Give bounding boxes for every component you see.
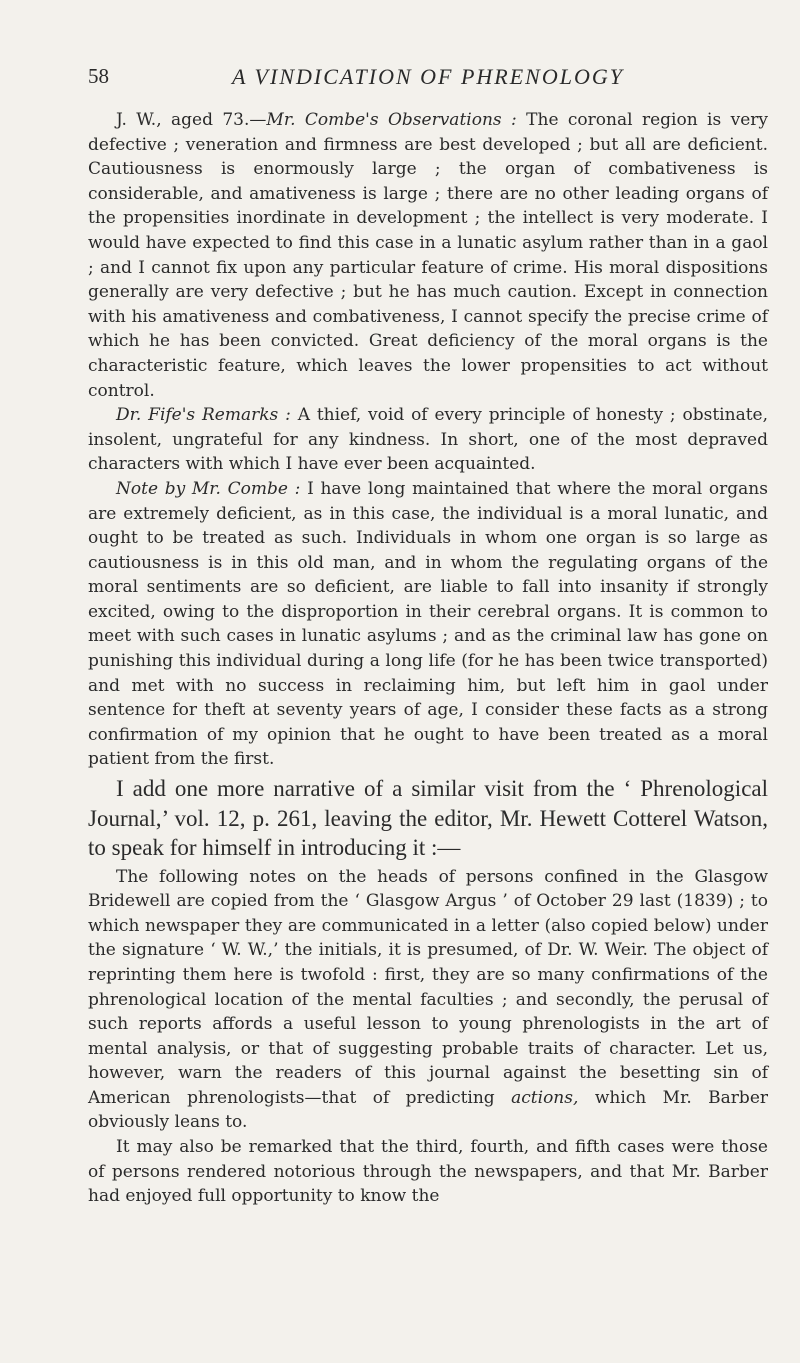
paragraph-text: The coronal region is very defective ; veneration and firmness are best developed ; but all are deficient. Cautiousness is enormously large ; the organ of combativeness is considerable, and amativeness is large ; there are no other leading organs of the propensities inordinate in development ; the intellect is very moderate. I would have expected to find this case in a lunatic asylum rather than in a gaol ; and I cannot fix upon any particular feature of crime. His moral dispositions generally are very defective ; but he has much caution. Except in connection with his amativeness and combativeness, I cannot specify the precise crime of which he has been convicted. Great deficiency of the moral organs is the characteristic feature, which leaves the lower propensities to act without control. — [88, 110, 768, 401]
paragraph-text: The following notes on the heads of persons confined in the Glasgow Bridewell are copied from the ‘ Glasgow Argus ’ of October 29 last (1839) ; to which newspaper they are communicated in a letter (also copied below) under the signature ‘ W. W.,’ the initials, it is presumed, of Dr. W. Weir. The object of reprinting them here is twofold : first, they are so many confirmations of the phrenological location of the mental faculties ; and secondly, the perusal of such reports affords a useful lesson to young phrenologists in the art of mental analysis, or that of suggesting probable traits of character. Let us, however, warn the readers of this journal against the besetting sin of American phrenologists—that of predicting — [88, 866, 768, 1108]
source-label: Mr. Combe's Observations : — [266, 110, 517, 130]
paragraph-combe-note — [88, 477, 768, 772]
page-body — [88, 108, 768, 1209]
page-header — [88, 64, 768, 94]
running-title: A VINDICATION OF PHRENOLOGY — [232, 64, 624, 89]
paragraph-remark: It may also be remarked that the third, fourth, and fifth cases were those of persons rendered notorious through the newspapers, and that Mr. Barber had enjoyed full opportunity to know the — [88, 1137, 768, 1207]
page-number: 58 — [88, 64, 109, 88]
source-label: Dr. Fife's Remarks : — [116, 405, 291, 426]
paragraph-text: which Mr. Barber obviously leans to. — [88, 1087, 769, 1133]
paragraph-combe-observations — [88, 108, 768, 403]
paragraph-text: A thief, void of every principle of honesty ; obstinate, insolent, ungrateful for any kindness. In short, one of the most depraved characters with which I have ever been acquainted. — [88, 405, 769, 475]
paragraph-text: I have long maintained that where the moral organs are extremely deficient, as in this case, the individual is a moral lunatic, and ought to be treated as such. Individuals in whom one organ is so large as cautiousness is in this old man, and in whom the regulating organs of the moral sentiments are so deficient, are liable to fall into insanity if strongly excited, owing to the disproportion in their cerebral organs. It is common to meet with such cases in lunatic asylums ; and as the criminal law has gone on punishing this individual during a long life (for he has been twice transported) and met with no success in reclaiming him, but left him in gaol under sentence for theft at seventy years of age, I consider these facts as a strong confirmation of my opinion that he ought to have been treated as a moral patient from the first. — [88, 478, 768, 770]
case-heading: J. W., aged 73.— — [116, 110, 267, 130]
paragraph-glasgow-notes — [88, 865, 768, 1136]
source-label: Note by Mr. Combe : — [116, 478, 301, 499]
emphasis-text: actions, — [511, 1087, 579, 1108]
paragraph-narrative-intro: I add one more narrative of a similar visit from the ‘ Phrenological Journal,’ vol. 12, p. 261, leaving the editor, Mr. Hewett Cotterel Watson, to speak for himself in introducing it :— — [88, 776, 768, 861]
paragraph-fife-remarks — [88, 403, 768, 477]
